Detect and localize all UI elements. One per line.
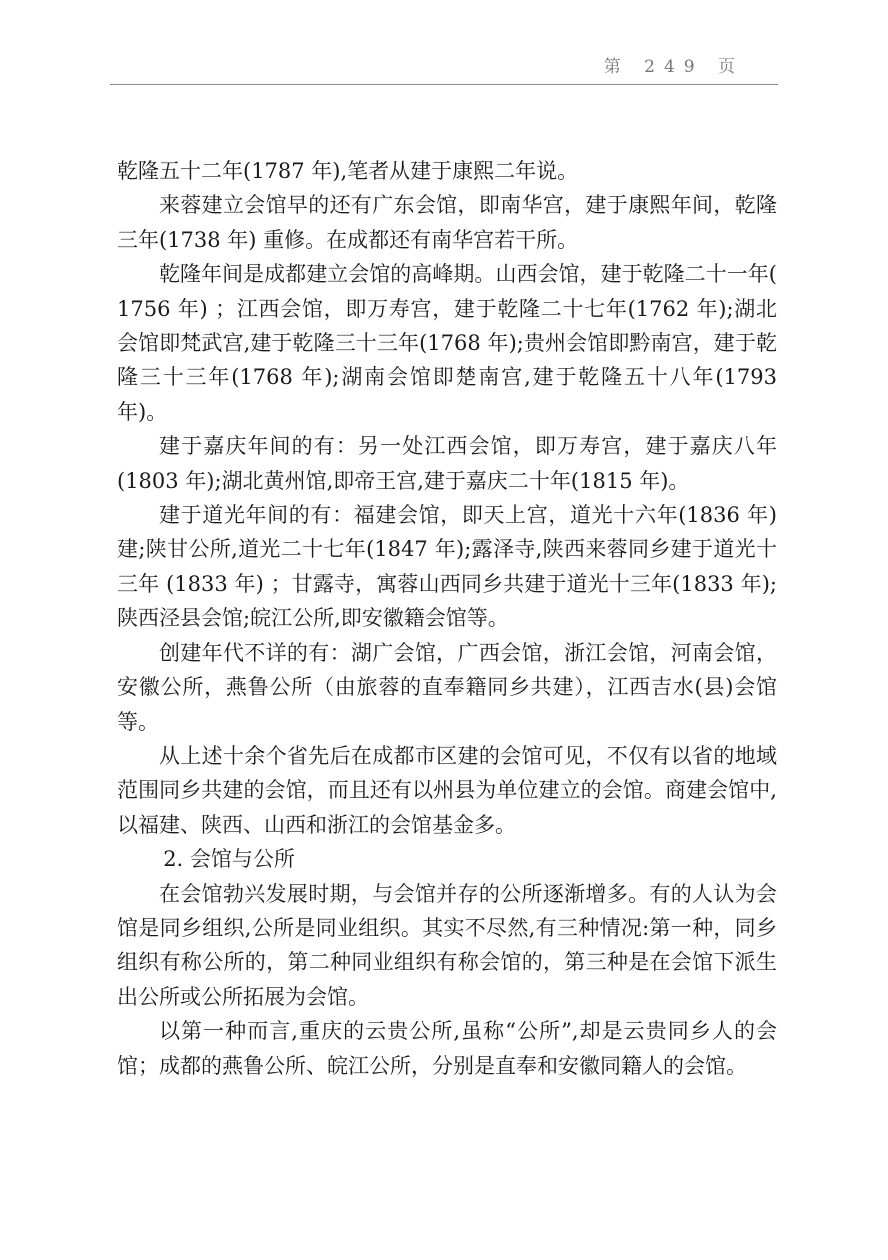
paragraph: 来蓉建立会馆早的还有广东会馆，即南华宫，建于康熙年间，乾隆三年(1738 年) 重修。在成都还有南华宫若干所。	[117, 193, 777, 252]
section-heading: 2. 会馆与公所	[163, 847, 295, 872]
paragraph: 乾隆年间是成都建立会馆的高峰期。山西会馆，建于乾隆二十一年( 1756 年) ；江西会馆，即万寿宫，建于乾隆二十七年(1762 年);湖北会馆即梵武宫,建于乾隆三十三年(1768 年);贵州会馆即黔南宫，建于乾隆三十三年(1768 年);湖南会馆即楚南宫,建于乾隆五十八年(1793 年)。	[117, 262, 777, 424]
paragraph: 乾隆五十二年(1787 年),笔者从建于康熙二年说。	[117, 159, 579, 183]
body-text	[117, 154, 777, 1083]
paragraph: 以第一种而言,重庆的云贵公所,虽称“公所”,却是云贵同乡人的会馆；成都的燕鲁公所、皖江公所，分别是直奉和安徽同籍人的会馆。	[117, 1019, 777, 1078]
paragraph: 从上述十余个省先后在成都市区建的会馆可见，不仅有以省的地域范围同乡共建的会馆，而且还有以州县为单位建立的会馆。商建会馆中,以福建、陕西、山西和浙江的会馆基金多。	[117, 743, 777, 837]
page-header	[110, 0, 778, 85]
page-number: 第 249 页	[603, 57, 744, 77]
paragraph: 建于道光年间的有：福建会馆，即天上宫，道光十六年(1836 年)建;陕甘公所,道光二十七年(1847 年);露泽寺,陕西来蓉同乡建于道光十三年 (1833 年) ；甘露寺，寓蓉山西同乡共建于道光十三年(1833 年);陕西泾县会馆;皖江公所,即安徽籍会馆等。	[117, 503, 777, 631]
paragraph: 在会馆勃兴发展时期，与会馆并存的公所逐渐增多。有的人认为会馆是同乡组织,公所是同业组织。其实不尽然,有三种情况:第一种，同乡组织有称公所的，第二种同业组织有称会馆的，第三种是在会馆下派生出公所或公所拓展为会馆。	[117, 881, 777, 1009]
paragraph: 创建年代不详的有：湖广会馆，广西会馆，浙江会馆，河南会馆，安徽公所，燕鲁公所（由旅蓉的直奉籍同乡共建），江西吉水(县)会馆等。	[117, 640, 777, 734]
paragraph: 建于嘉庆年间的有：另一处江西会馆，即万寿宫，建于嘉庆八年(1803 年);湖北黄州馆,即帝王宫,建于嘉庆二十年(1815 年)。	[117, 434, 777, 493]
